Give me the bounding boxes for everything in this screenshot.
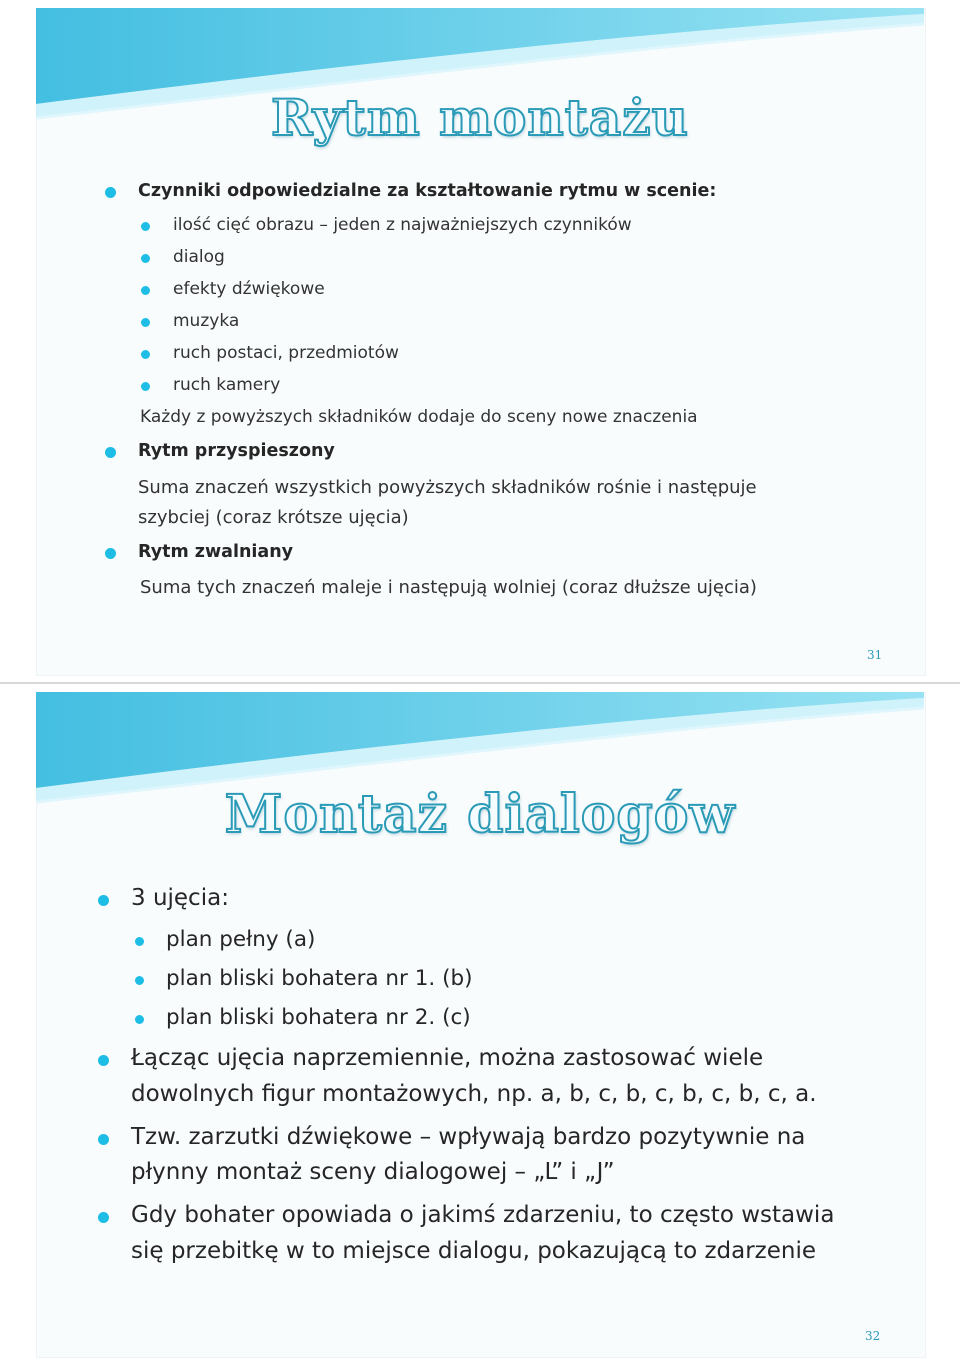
bullet-icon <box>135 976 144 985</box>
bullet-text: plan bliski bohatera nr 2. (c) <box>166 1005 471 1030</box>
bullet-text: Czynniki odpowiedzialne za kształtowanie rytmu w scenie: <box>138 181 717 201</box>
bullet-icon <box>105 548 116 559</box>
bullet-icon <box>98 895 109 906</box>
bullet-text: ruch kamery <box>173 375 281 395</box>
bullet-text: 3 ujęcia: <box>131 885 229 911</box>
bullet-icon <box>141 254 150 263</box>
bullet-text: Rytm zwalniany <box>138 542 294 562</box>
slide-32 <box>0 684 960 1367</box>
paragraph-text: Każdy z powyższych składników dodaje do sceny nowe znaczenia <box>140 407 698 427</box>
page-number: 32 <box>865 1329 881 1343</box>
bullet-text: ilość cięć obrazu – jeden z najważniejszych czynników <box>173 215 632 235</box>
bullet-text: Gdy bohater opowiada o jakimś zdarzeniu, to często wstawia <box>131 1202 835 1228</box>
bullet-icon <box>141 222 150 231</box>
bullet-text: efekty dźwiękowe <box>173 279 325 299</box>
slide-31 <box>0 0 960 682</box>
bullet-icon <box>98 1134 109 1145</box>
bullet-icon <box>141 382 150 391</box>
bullet-text: plan pełny (a) <box>166 927 316 952</box>
bullet-text-continued: dowolnych figur montażowych, np. a, b, c, b, c, b, c, b, c, a. <box>131 1081 817 1107</box>
bullet-text: muzyka <box>173 311 240 331</box>
slide-title: Montaż dialogów <box>224 784 736 845</box>
bullet-text: Tzw. zarzutki dźwiękowe – wpływają bardzo pozytywnie na <box>131 1124 806 1150</box>
bullet-text-continued: się przebitkę w to miejsce dialogu, pokazującą to zdarzenie <box>131 1238 817 1264</box>
slide-title: Rytm montażu <box>271 88 689 147</box>
bullet-text: ruch postaci, przedmiotów <box>173 343 399 363</box>
paragraph-text: Suma znaczeń wszystkich powyższych składników rośnie i następuje <box>138 477 757 498</box>
bullet-icon <box>105 187 116 198</box>
bullet-icon <box>135 937 144 946</box>
bullet-icon <box>105 447 116 458</box>
bullet-icon <box>141 318 150 327</box>
paragraph-text: szybciej (coraz krótsze ujęcia) <box>138 507 409 528</box>
bullet-icon <box>135 1015 144 1024</box>
bullet-text: dialog <box>173 247 225 267</box>
bullet-text-continued: płynny montaż sceny dialogowej – „L” i „J” <box>131 1159 615 1185</box>
bullet-text: Rytm przyspieszony <box>138 441 335 461</box>
bullet-text: plan bliski bohatera nr 1. (b) <box>166 966 473 991</box>
bullet-icon <box>98 1055 109 1066</box>
bullet-text: Łącząc ujęcia naprzemiennie, można zastosować wiele <box>131 1045 764 1071</box>
paragraph-text: Suma tych znaczeń maleje i następują wolniej (coraz dłuższe ujęcia) <box>140 577 757 598</box>
page-number: 31 <box>867 648 883 662</box>
bullet-icon <box>141 350 150 359</box>
bullet-icon <box>141 286 150 295</box>
bullet-icon <box>98 1212 109 1223</box>
